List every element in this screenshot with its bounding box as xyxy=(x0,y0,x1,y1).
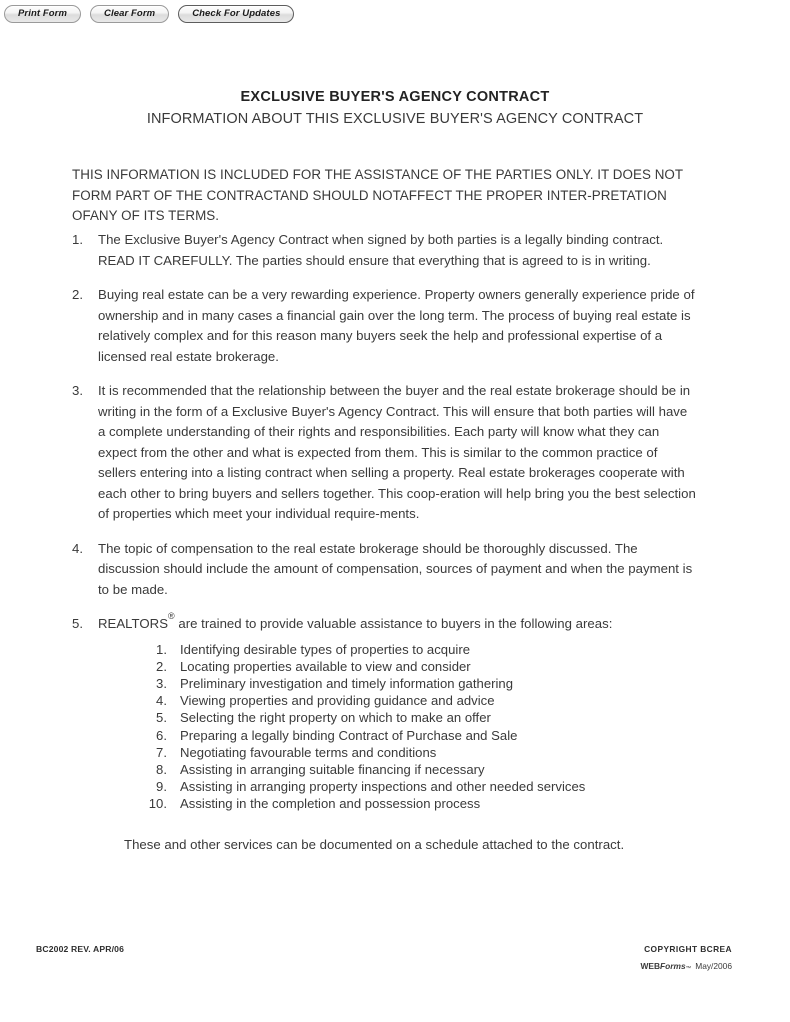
list-item xyxy=(141,675,697,692)
sub-item-number: 6. xyxy=(156,727,167,743)
sub-item-number: 1. xyxy=(156,641,167,657)
sub-item-number: 7. xyxy=(156,744,167,760)
print-form-button[interactable]: Print Form xyxy=(4,5,81,23)
sub-item-text: Identifying desirable types of properties to acquire xyxy=(180,641,470,657)
sub-item-number: 3. xyxy=(156,675,167,691)
sub-item-text: Preparing a legally binding Contract of Purchase and Sale xyxy=(180,727,518,743)
list-item xyxy=(72,230,697,271)
list-item xyxy=(141,744,697,761)
list-item xyxy=(72,285,697,367)
sub-item-number: 2. xyxy=(156,658,167,674)
list-item xyxy=(141,709,697,726)
list-item xyxy=(141,641,697,658)
list-item-number: 3. xyxy=(72,383,83,398)
list-item xyxy=(72,610,697,855)
list-item xyxy=(141,658,697,675)
webforms-forms-word: Forms xyxy=(660,961,686,971)
sub-item-number: 10. xyxy=(148,796,167,812)
sub-item-number: 4. xyxy=(156,693,167,709)
list-item-text: Buying real estate can be a very rewarding experience. Property owners generally experience pride of ownership and in many cases a financial gain over the long term. The process of buying real estate is relatively complex and for this reason many buyers seek the help and professional expertise of a licensed real estate brokerage. xyxy=(98,287,695,364)
trademark-icon: ™ xyxy=(685,966,692,972)
list-item-text: It is recommended that the relationship between the buyer and the real estate brokerage should be in writing in the form of a Exclusive Buyer's Agency Contract. This will ensure that both parties will have a complete understanding of their rights and responsibilities. Each party will know what they can expect from the other and what is expected from them. This is similar to the common practice of sellers entering into a listing contract when selling a property. Real estate brokerages cooperate with each other to bring buyers and sellers together. This coop-eration will help bring you the best selection of properties which meet your individual require-ments. xyxy=(98,383,696,521)
list-item-number: 1. xyxy=(72,232,83,247)
list-item xyxy=(72,381,697,525)
webforms-credit xyxy=(640,961,732,971)
form-toolbar xyxy=(4,5,294,25)
list-item xyxy=(141,761,697,778)
numbered-list xyxy=(72,230,697,869)
registered-trademark-icon: ® xyxy=(168,610,175,621)
list-item-number: 5. xyxy=(72,616,83,631)
list-item xyxy=(141,778,697,795)
sub-item-number: 9. xyxy=(156,779,167,795)
realtors-word: REALTORS xyxy=(98,616,169,631)
sub-item-text: Selecting the right property on which to make an offer xyxy=(180,710,491,726)
footer-right-block xyxy=(640,944,732,971)
sub-item-text: Assisting in arranging suitable financing if necessary xyxy=(180,761,485,777)
list-item-text xyxy=(98,610,697,855)
copyright-notice: COPYRIGHT BCREA xyxy=(644,944,732,954)
closing-paragraph: These and other services can be documented on a schedule attached to the contract. xyxy=(124,836,625,852)
services-sub-list xyxy=(141,641,697,813)
clear-form-button[interactable]: Clear Form xyxy=(90,5,169,23)
list-item-text: The Exclusive Buyer's Agency Contract when signed by both parties is a legally binding contract. READ IT CAREFULLY. The parties should ensure that everything that is agreed to is in writing. xyxy=(98,232,664,268)
list-item xyxy=(141,795,697,812)
sub-item-text: Negotiating favourable terms and conditions xyxy=(180,744,437,760)
webforms-web-word: WEB xyxy=(640,961,661,971)
sub-item-text: Preliminary investigation and timely information gathering xyxy=(180,675,514,691)
list-item xyxy=(141,692,697,709)
list-item-number: 2. xyxy=(72,287,83,302)
webforms-date: May/2006 xyxy=(695,961,732,971)
list-item-text: The topic of compensation to the real estate brokerage should be thoroughly discussed. The discussion should include the amount of compensation, sources of payment and when the payment is to be made. xyxy=(98,540,693,597)
sub-item-text: Viewing properties and providing guidance and advice xyxy=(180,693,495,709)
sub-item-text: Assisting in arranging property inspections and other needed services xyxy=(180,779,586,795)
form-code-footer: BC2002 REV. APR/06 xyxy=(36,944,125,954)
sub-item-text: Assisting in the completion and possession process xyxy=(180,796,481,812)
intro-disclaimer: THIS INFORMATION IS INCLUDED FOR THE ASSISTANCE OF THE PARTIES ONLY. IT DOES NOT FORM PART OF THE CONTRACTAND SHOULD NOTAFFECT THE PROPER INTER-PRETATION OFANY OF ITS TERMS. xyxy=(72,167,683,223)
sub-item-number: 5. xyxy=(156,710,167,726)
sub-item-number: 8. xyxy=(156,761,167,777)
sub-item-text: Locating properties available to view and consider xyxy=(180,658,471,674)
list-item-text-tail: are trained to provide valuable assistance to buyers in the following areas: xyxy=(174,616,613,631)
check-for-updates-button[interactable]: Check For Updates xyxy=(178,5,294,23)
list-item xyxy=(141,727,697,744)
page-subtitle: INFORMATION ABOUT THIS EXCLUSIVE BUYER'S AGENCY CONTRACT xyxy=(146,111,644,127)
list-item-number: 4. xyxy=(72,540,83,556)
list-item xyxy=(72,539,697,601)
page-title: EXCLUSIVE BUYER'S AGENCY CONTRACT xyxy=(240,89,550,105)
